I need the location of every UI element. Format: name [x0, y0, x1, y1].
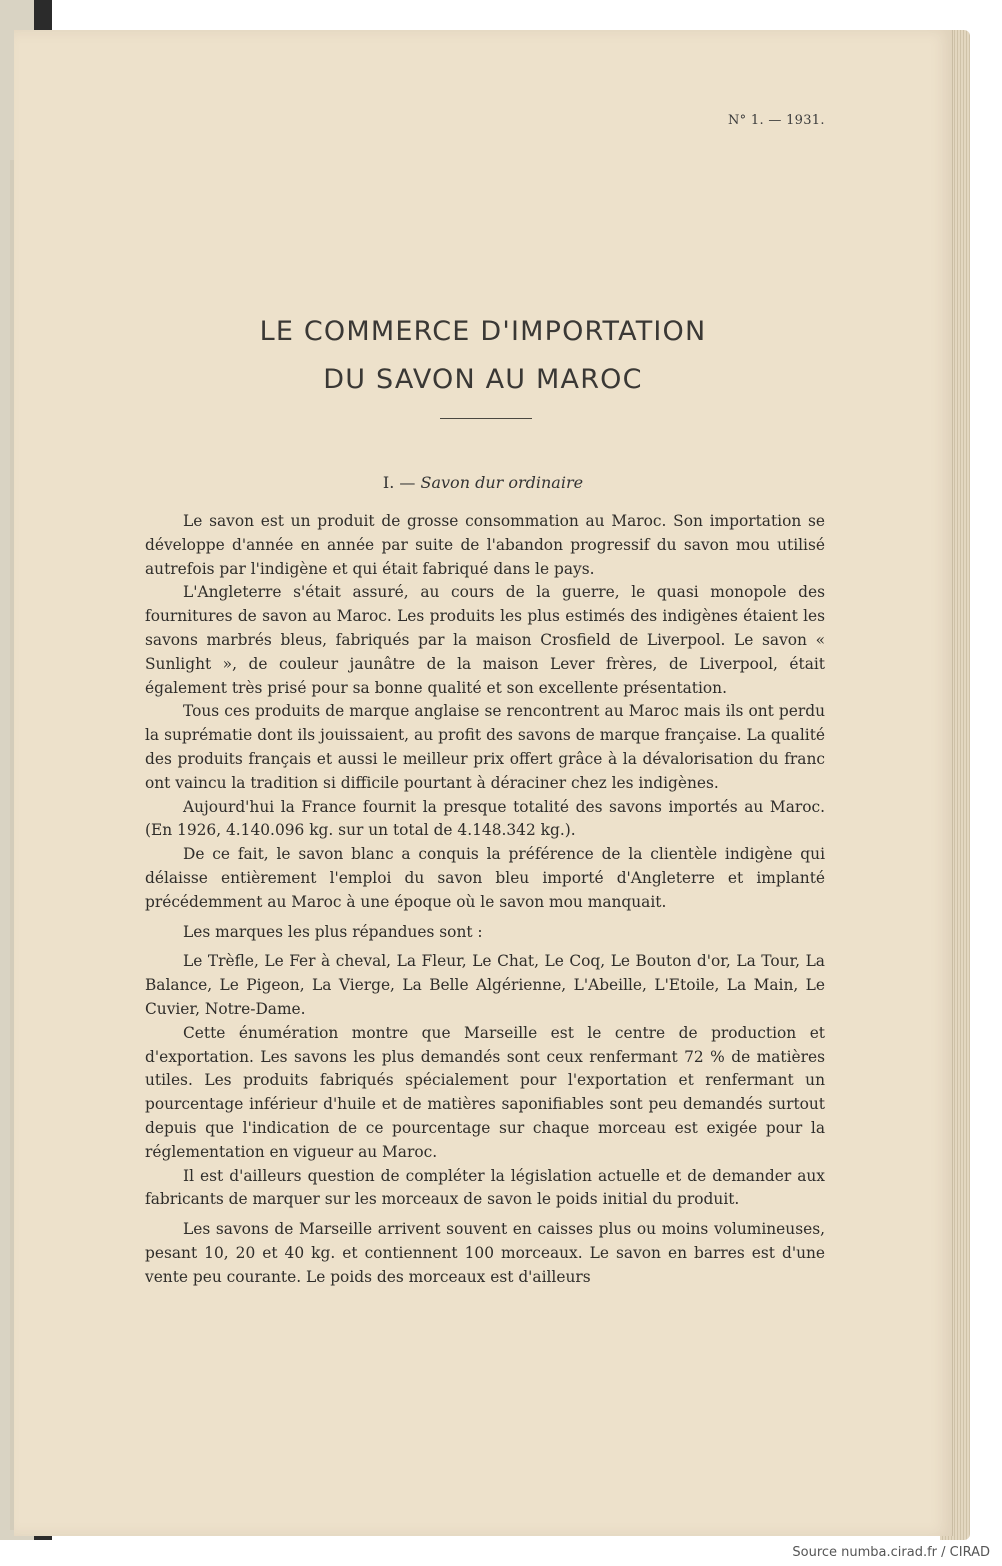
- paragraph: De ce fait, le savon blanc a conquis la préférence de la clientèle indigène qui délaisse entièrement l'emploi du savon bleu importé d'Angleterre et implanté précédemment au Maroc à une époque où le savon mou manquait.: [145, 845, 825, 911]
- article-body: [145, 510, 825, 1290]
- paragraph: Les savons de Marseille arrivent souvent en caisses plus ou moins volumineuses, pesant 10, 20 et 40 kg. et contiennent 100 morceaux. Le savon en barres est d'une vente peu courante. Le poids des morceaux est d'ailleurs: [145, 1220, 825, 1286]
- source-credit: Source numba.cirad.fr / CIRAD: [792, 1545, 990, 1560]
- paragraph: Tous ces produits de marque anglaise se rencontrent au Maroc mais ils ont perdu la suprématie dont ils jouissaient, au profit des savons de marque française. La qualité des produits français et aussi le meilleur prix offert grâce à la dévalorisation du franc ont vaincu la tradition si difficile pourtant à déraciner chez les indigènes.: [145, 702, 825, 792]
- title-line-2: DU SAVON AU MAROC: [323, 364, 643, 395]
- section-heading: [14, 473, 952, 492]
- paragraph: Aujourd'hui la France fournit la presque totalité des savons importés au Maroc. (En 1926, 4.140.096 kg. sur un total de 4.148.342 kg.).: [145, 797, 825, 840]
- page-title: [14, 308, 952, 404]
- section-name: Savon dur ordinaire: [420, 473, 584, 492]
- title-line-1: LE COMMERCE D'IMPORTATION: [259, 316, 707, 347]
- section-number: I. —: [382, 473, 416, 492]
- paragraph: Cette énumération montre que Marseille est le centre de production et d'exportation. Les savons les plus demandés sont ceux renfermant 72 % de matières utiles. Les produits fabriqués spécialement pour l'exportation et renfermant un pourcentage inférieur d'huile et de matières saponifiables sont peu demandés surtout depuis que l'indication de ce pourcentage sur chaque morceau est exigée pour la réglementation en vigueur au Maroc.: [145, 1023, 825, 1161]
- paragraph: Le savon est un produit de grosse consommation au Maroc. Son importation se développe d'année en année par suite de l'abandon progressif du savon mou utilisé autrefois par l'indigène et qui était fabriqué dans le pays.: [145, 512, 825, 578]
- paragraph: L'Angleterre s'était assuré, au cours de la guerre, le quasi monopole des fournitures de savon au Maroc. Les produits les plus estimés des indigènes étaient les savons marbrés bleus, fabriqués par la maison Crosfield de Liverpool. Le savon « Sunlight », de couleur jaunâtre de la maison Lever frères, de Liverpool, était également très prisé pour sa bonne qualité et son excellente présentation.: [145, 583, 825, 697]
- issue-number: N° 1. — 1931.: [728, 113, 825, 128]
- brand-list: Le Trèfle, Le Fer à cheval, La Fleur, Le Chat, Le Coq, Le Bouton d'or, La Tour, La Balance, Le Pigeon, La Vierge, La Belle Algérienne, L'Abeille, L'Etoile, La Main, Le Cuvier, Notre-Dame.: [145, 952, 825, 1018]
- paragraph: Les marques les plus répandues sont :: [183, 922, 483, 941]
- paragraph: Il est d'ailleurs question de compléter la législation actuelle et de demander aux fabricants de marquer sur les morceaux de savon le poids initial du produit.: [145, 1166, 825, 1209]
- title-divider: [440, 418, 532, 419]
